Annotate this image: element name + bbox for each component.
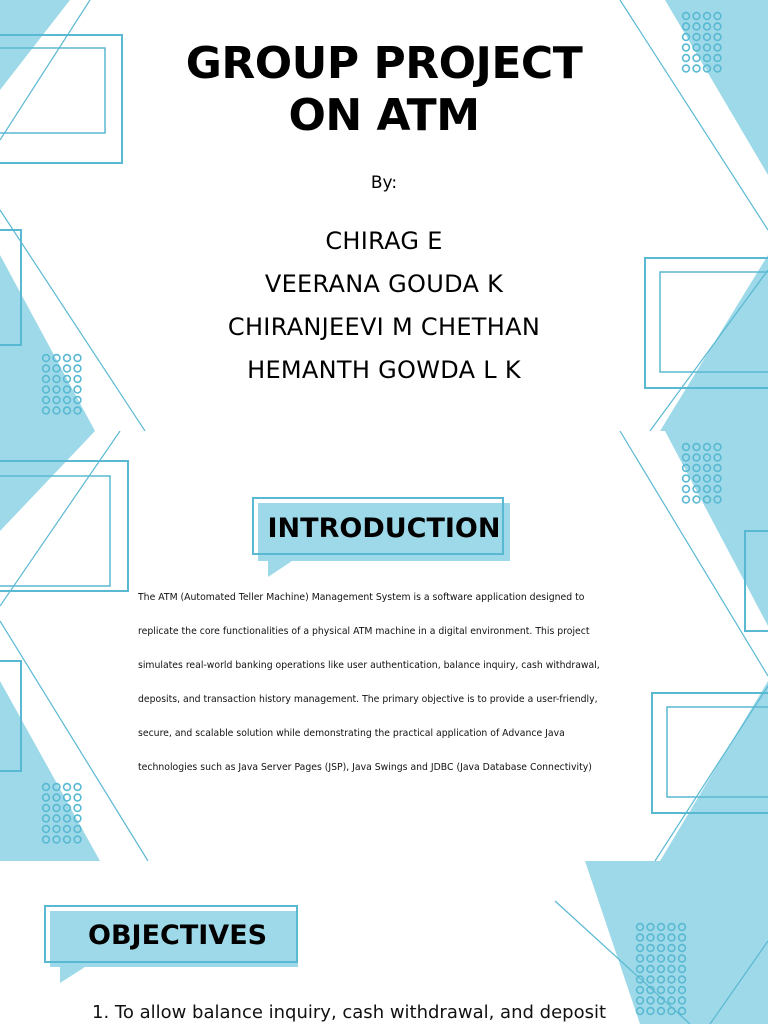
dot	[74, 794, 81, 801]
title-line-1: GROUP PROJECT	[185, 38, 583, 89]
author-list	[0, 220, 768, 392]
introduction-paragraph: The ATM (Automated Teller Machine) Management System is a software application designed to replicate the core functionalities of a physical ATM machine in a digital environment. This project simulates real-world banking operations like user authentication, balance inquiry, cash withdrawal, deposits, and transaction history management. The primary objective is to provide a user-friendly, secure, and scalable solution while demonstrating the practical application of Advance Java technologies such as Java Server Pages (JSP), Java Swings and JDBC (Java Database Connectivity)	[138, 592, 600, 773]
introduction-page	[0, 431, 768, 861]
list-item: 1. To allow balance inquiry, cash withdrawal, and deposit	[92, 1002, 607, 1023]
dot	[74, 784, 81, 791]
objectives-page	[0, 861, 768, 1024]
introduction-heading: INTRODUCTION	[267, 513, 501, 544]
author-name: CHIRAG E	[325, 227, 443, 255]
title-page	[0, 0, 768, 431]
author-name: CHIRANJEEVI M CHETHAN	[227, 313, 541, 341]
author-name: VEERANA GOUDA K	[264, 270, 504, 298]
dot	[683, 496, 690, 503]
by-label: By:	[370, 173, 398, 193]
dot	[74, 805, 81, 812]
author-name: HEMANTH GOWDA L K	[247, 356, 521, 384]
document-title	[0, 38, 768, 142]
dot	[693, 496, 700, 503]
dot	[683, 486, 690, 493]
dot	[683, 475, 690, 482]
title-line-2: ON ATM	[288, 90, 480, 141]
objectives-heading: OBJECTIVES	[88, 920, 268, 951]
dot	[64, 784, 71, 791]
objectives-list	[92, 1002, 606, 1023]
